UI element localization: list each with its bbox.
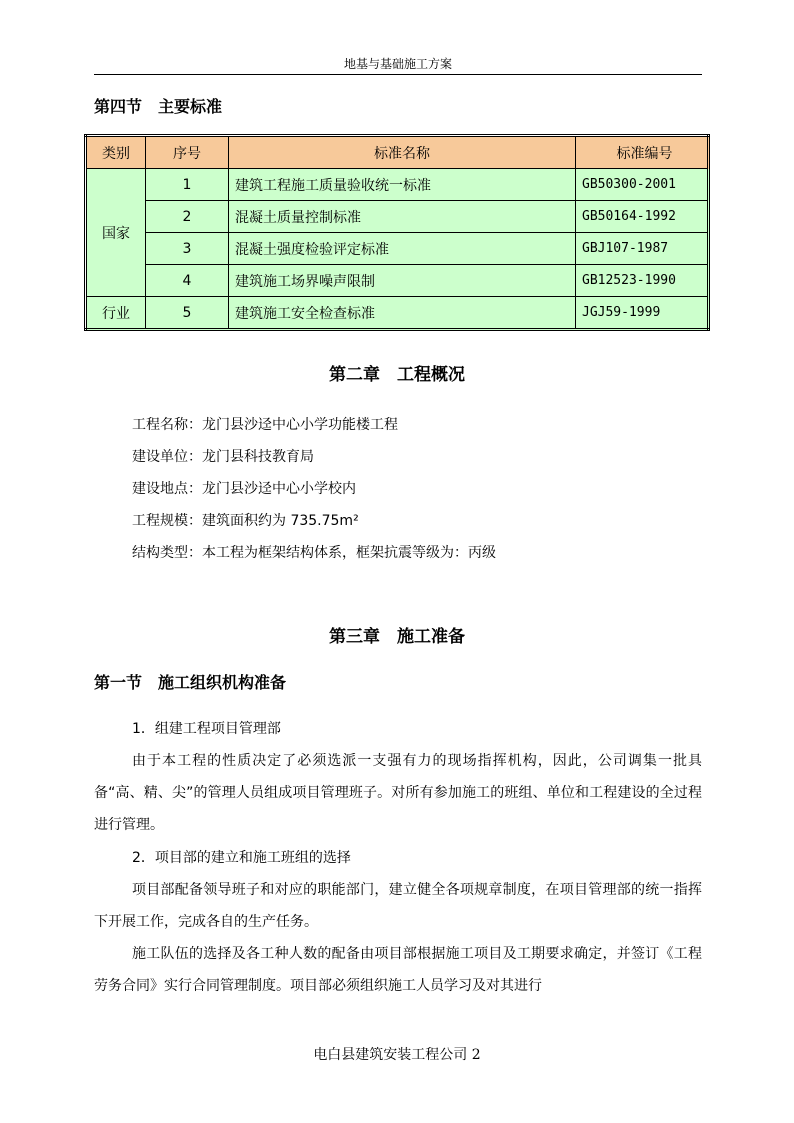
header-category: 类别 — [86, 136, 146, 169]
page-header-title: 地基与基础施工方案 — [343, 57, 452, 71]
header-name: 标准名称 — [229, 136, 576, 169]
section-title-main-standards: 第四节 主要标准 — [94, 97, 223, 116]
item-establish-management: 1．组建工程项目管理部 — [132, 721, 281, 737]
chapter-title-project-overview: 第二章 工程概况 — [329, 365, 465, 385]
row-code: GB50164-1992 — [576, 201, 709, 233]
info-project-name: 工程名称：龙门县沙迳中心小学功能楼工程 — [132, 417, 398, 433]
category-industry: 行业 — [86, 297, 146, 330]
paragraph-team-selection: 施工队伍的选择及各工种人数的配备由项目部根据施工项目及工期要求确定，并签订《工程劳务合同》实行合同管理制度。项目部必须组织施工人员学习及对其进行 — [94, 946, 702, 994]
paragraph-management-team: 由于本工程的性质决定了必须选派一支强有力的现场指挥机构，因此，公司调集一批具备“高、精、尖”的管理人员组成项目管理班子。对所有参加施工的班组、单位和工程建设的全过程进行管理。 — [94, 753, 702, 833]
table-row — [86, 201, 709, 233]
row-name: 混凝土强度检验评定标准 — [229, 233, 576, 265]
row-number: 5 — [146, 297, 229, 330]
row-name: 混凝土质量控制标准 — [229, 201, 576, 233]
category-national: 国家 — [86, 169, 146, 297]
standards-table — [84, 134, 710, 331]
item-team-selection: 2．项目部的建立和施工班组的选择 — [132, 850, 351, 866]
page-footer: 电白县建筑安装工程公司 2 — [313, 1047, 481, 1063]
table-row — [86, 265, 709, 297]
info-location: 建设地点：龙门县沙迳中心小学校内 — [132, 481, 356, 497]
row-code: GB12523-1990 — [576, 265, 709, 297]
table-row — [86, 297, 709, 330]
row-number: 1 — [146, 169, 229, 201]
info-structure-type: 结构类型：本工程为框架结构体系，框架抗震等级为：丙级 — [132, 545, 496, 561]
table-header-row — [86, 136, 709, 169]
row-name: 建筑工程施工质量验收统一标准 — [229, 169, 576, 201]
row-code: GBJ107-1987 — [576, 233, 709, 265]
chapter-title-construction-prep: 第三章 施工准备 — [329, 627, 465, 647]
table-row — [86, 233, 709, 265]
row-name: 建筑施工场界噪声限制 — [229, 265, 576, 297]
header-rule — [94, 74, 702, 75]
table-row — [86, 169, 709, 201]
header-code: 标准编号 — [576, 136, 709, 169]
paragraph-department-setup: 项目部配备领导班子和对应的职能部门，建立健全各项规章制度，在项目管理部的统一指挥下开展工作，完成各自的生产任务。 — [94, 882, 702, 930]
header-number: 序号 — [146, 136, 229, 169]
row-code: GB50300-2001 — [576, 169, 709, 201]
info-scale: 工程规模：建筑面积约为 735.75m² — [132, 513, 359, 529]
row-number: 3 — [146, 233, 229, 265]
row-name: 建筑施工安全检查标准 — [229, 297, 576, 330]
section-title-organization: 第一节 施工组织机构准备 — [94, 673, 287, 692]
row-number: 4 — [146, 265, 229, 297]
row-code: JGJ59-1999 — [576, 297, 709, 330]
row-number: 2 — [146, 201, 229, 233]
info-construction-unit: 建设单位：龙门县科技教育局 — [132, 449, 314, 465]
